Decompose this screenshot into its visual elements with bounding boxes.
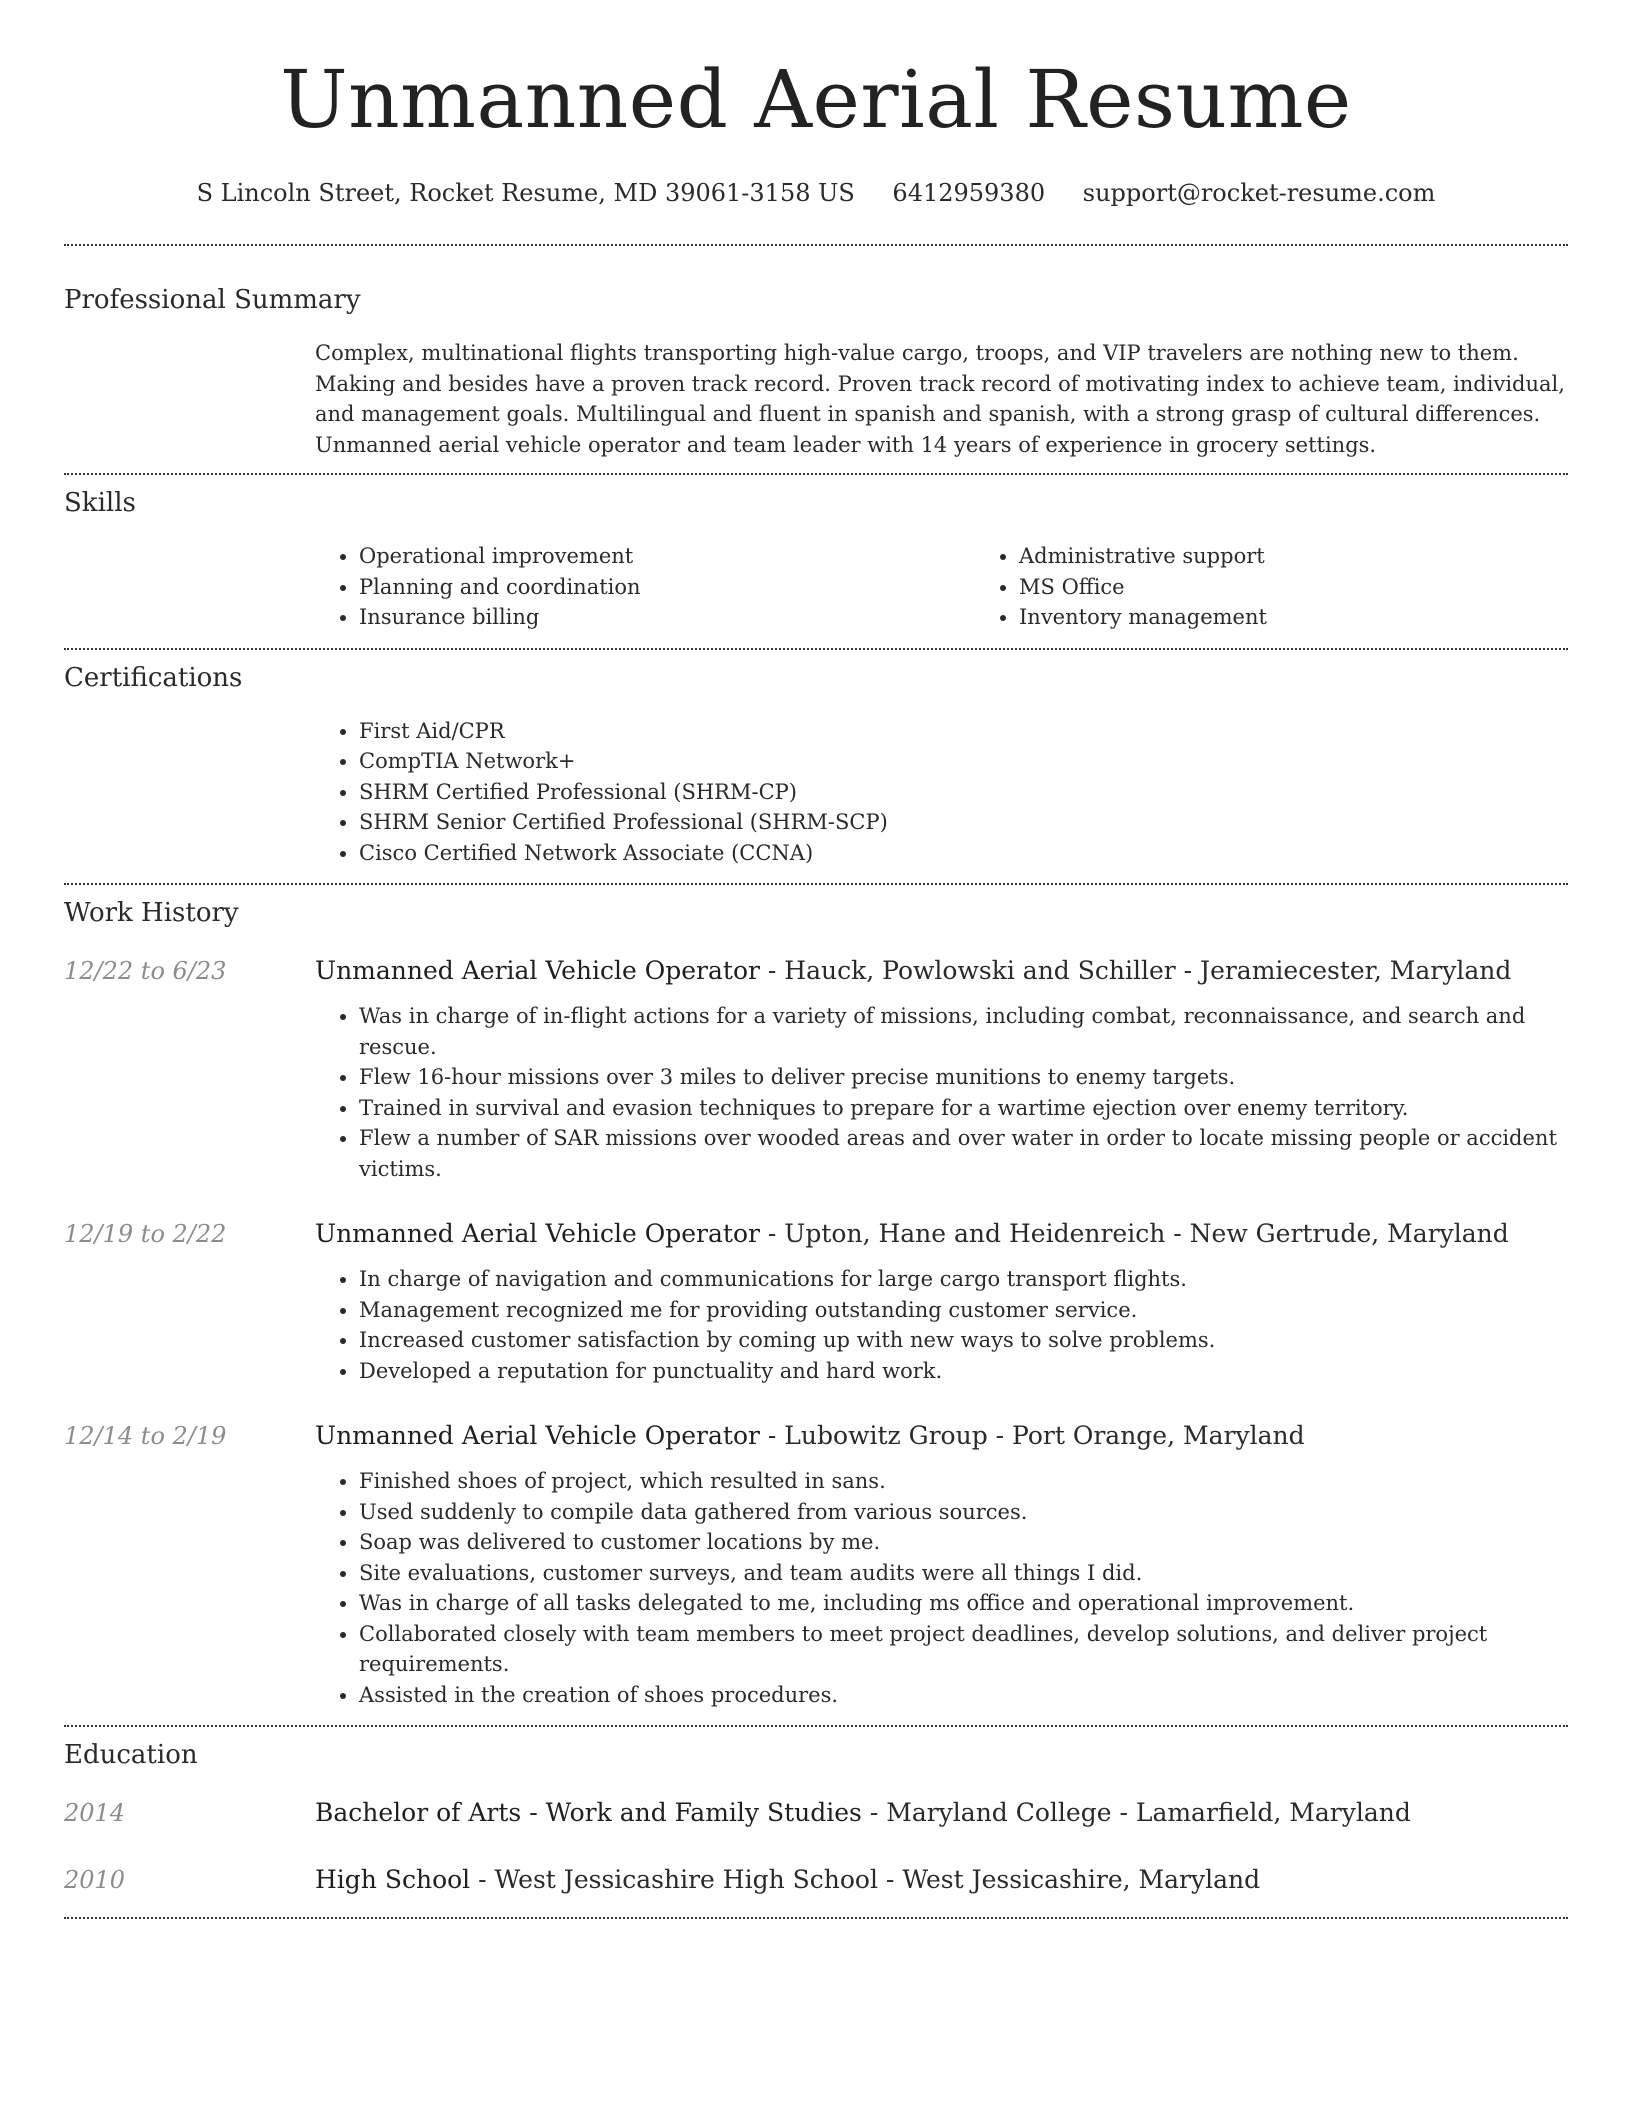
list-item: • Was in charge of in-flight actions for a variety of missions, including combat, reconnaissance, and search and rescue. <box>359 1001 1568 1062</box>
divider <box>64 883 1568 885</box>
skills-list-left <box>315 541 975 633</box>
list-item: • Increased customer satisfaction by coming up with new ways to solve problems. <box>359 1325 1568 1356</box>
divider <box>64 1725 1568 1727</box>
job-role: Unmanned Aerial Vehicle Operator <box>315 956 760 985</box>
list-item: • Operational improvement <box>359 541 975 572</box>
list-item: • Cisco Certified Network Associate (CCNA) <box>359 838 1568 869</box>
education-year: 2010 <box>64 1866 126 1894</box>
job-employer: - Lubowitz Group - Port Orange, Maryland <box>759 1421 1305 1450</box>
job-role: Unmanned Aerial Vehicle Operator <box>315 1421 760 1450</box>
section-title: Certifications <box>64 662 243 693</box>
list-item: • CompTIA Network+ <box>359 746 1568 777</box>
job-title <box>315 955 1568 987</box>
resume-name: Unmanned Aerial Resume <box>280 53 1352 146</box>
education-title <box>315 1797 1568 1829</box>
education-entry <box>64 1797 1568 1829</box>
list-item: • In charge of navigation and communications for large cargo transport flights. <box>359 1264 1568 1295</box>
divider <box>64 244 1568 246</box>
contact-phone: 6412959380 <box>892 179 1046 207</box>
section-title: Work History <box>64 898 239 928</box>
list-item: • SHRM Senior Certified Professional (SHRM-SCP) <box>359 807 1568 838</box>
certifications-list <box>315 716 1568 869</box>
list-item: • Inventory management <box>1019 602 1632 633</box>
list-item: • Developed a reputation for punctuality and hard work. <box>359 1356 1568 1387</box>
list-item: • Flew 16-hour missions over 3 miles to deliver precise munitions to enemy targets. <box>359 1062 1568 1093</box>
section-title: Education <box>64 1740 198 1770</box>
summary-section <box>64 284 1568 460</box>
education-degree: High School <box>315 1865 471 1894</box>
job-entry <box>64 955 1568 1184</box>
job-dates: 12/22 to 6/23 <box>64 957 227 985</box>
list-item: • SHRM Certified Professional (SHRM-CP) <box>359 777 1568 808</box>
list-item: • Was in charge of all tasks delegated to me, including ms office and operational improvement. <box>359 1588 1568 1619</box>
job-role: Unmanned Aerial Vehicle Operator <box>315 1219 760 1248</box>
job-title <box>315 1218 1568 1250</box>
education-section <box>64 1739 1568 1896</box>
list-item: • Used suddenly to compile data gathered from various sources. <box>359 1497 1568 1528</box>
certifications-section <box>64 662 1568 869</box>
list-item: • First Aid/CPR <box>359 716 1568 747</box>
list-item: • Finished shoes of project, which resulted in sans. <box>359 1466 1568 1497</box>
list-item: • Trained in survival and evasion techniques to prepare for a wartime ejection over enemy territory. <box>359 1093 1568 1124</box>
list-item: • Assisted in the creation of shoes procedures. <box>359 1680 1568 1711</box>
section-title: Professional Summary <box>64 285 361 315</box>
list-item: • Flew a number of SAR missions over wooded areas and over water in order to locate missing people or accident victims. <box>359 1123 1568 1184</box>
list-item: • Planning and coordination <box>359 572 975 603</box>
divider <box>64 1917 1568 1919</box>
job-dates: 12/14 to 2/19 <box>64 1422 227 1450</box>
contact-email: support@rocket-resume.com <box>1082 179 1436 207</box>
job-bullets <box>315 1466 1568 1710</box>
list-item: • MS Office <box>1019 572 1632 603</box>
education-degree: Bachelor of Arts - Work and Family Studies <box>315 1798 862 1827</box>
divider <box>64 648 1568 650</box>
skills-section <box>64 487 1568 633</box>
contact-line <box>64 178 1568 208</box>
job-title <box>315 1420 1568 1452</box>
job-entry <box>64 1218 1568 1386</box>
job-entry <box>64 1420 1568 1710</box>
job-bullets <box>315 1264 1568 1386</box>
skills-list-right <box>975 541 1632 633</box>
list-item: • Administrative support <box>1019 541 1632 572</box>
education-school: - Maryland College - Lamarfield, Maryland <box>861 1798 1411 1827</box>
summary-text: Complex, multinational flights transporting high-value cargo, troops, and VIP travelers are nothing new to them. Making and besides have a proven track record. Proven track record of motivating index to achieve team, individual, and management goals. Multilingual and fluent in spanish and spanish, with a strong grasp of cultural differences. Unmanned aerial vehicle operator and team leader with 14 years of experience in grocery settings. <box>315 341 1565 457</box>
education-school: - West Jessicashire High School - West Jessicashire, Maryland <box>470 1865 1261 1894</box>
job-employer: - Upton, Hane and Heidenreich - New Gertrude, Maryland <box>759 1219 1509 1248</box>
divider <box>64 473 1568 475</box>
education-year: 2014 <box>64 1799 126 1827</box>
list-item: • Management recognized me for providing outstanding customer service. <box>359 1295 1568 1326</box>
job-bullets <box>315 1001 1568 1184</box>
section-title: Skills <box>64 488 136 518</box>
list-item: • Site evaluations, customer surveys, and team audits were all things I did. <box>359 1558 1568 1589</box>
education-title <box>315 1864 1568 1896</box>
job-dates: 12/19 to 2/22 <box>64 1220 227 1248</box>
list-item: • Insurance billing <box>359 602 975 633</box>
list-item: • Soap was delivered to customer locations by me. <box>359 1527 1568 1558</box>
work-history-section <box>64 897 1568 1710</box>
job-employer: - Hauck, Powlowski and Schiller - Jeramiecester, Maryland <box>759 956 1512 985</box>
list-item: • Collaborated closely with team members to meet project deadlines, develop solutions, and deliver project requirements. <box>359 1619 1568 1680</box>
education-entry <box>64 1864 1568 1896</box>
contact-address: S Lincoln Street, Rocket Resume, MD 39061-3158 US <box>196 179 855 207</box>
